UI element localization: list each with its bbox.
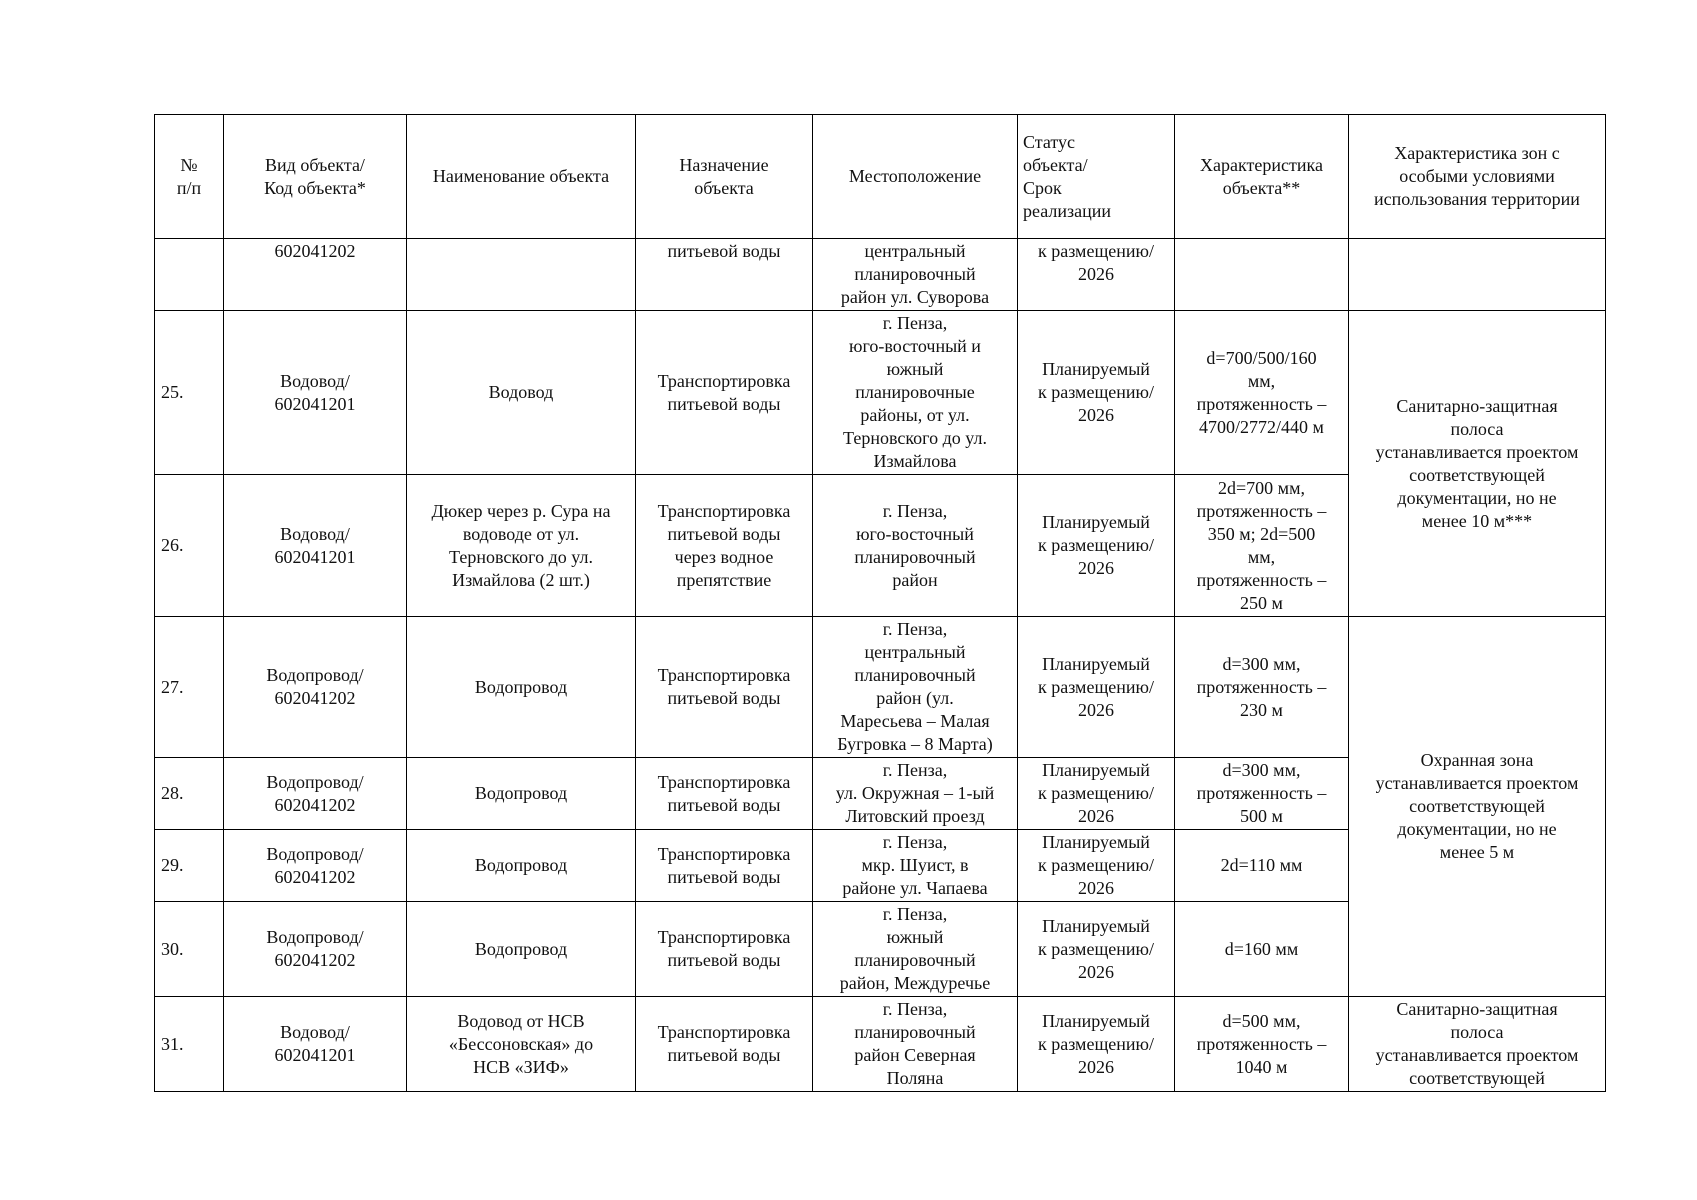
row-purpose: Транспортировка питьевой воды: [636, 758, 813, 830]
header-status: Статус объекта/ Срок реализации: [1018, 115, 1175, 239]
row-type-code: Водовод/ 602041201: [224, 311, 407, 475]
row-name: Водопровод: [407, 830, 636, 902]
row-status: Планируемый к размещению/ 2026: [1018, 830, 1175, 902]
row-name: Водовод: [407, 311, 636, 475]
row-num: 28.: [155, 758, 224, 830]
row-characteristics: d=300 мм, протяженность – 500 м: [1175, 758, 1349, 830]
row-characteristics: d=300 мм, протяженность – 230 м: [1175, 617, 1349, 758]
row-num: [155, 239, 224, 311]
infrastructure-table: [154, 114, 1606, 1092]
row-location: г. Пенза, юго-восточный и южный планировочные районы, от ул. Терновского до ул. Измайлова: [813, 311, 1018, 475]
row-name: [407, 239, 636, 311]
row-name: Водопровод: [407, 617, 636, 758]
row-zones: Охранная зона устанавливается проектом соответствующей документации, но не менее 5 м: [1349, 617, 1606, 997]
row-status: Планируемый к размещению/ 2026: [1018, 758, 1175, 830]
row-purpose: Транспортировка питьевой воды через водное препятствие: [636, 475, 813, 617]
row-zones: Санитарно-защитная полоса устанавливается проектом соответствующей: [1349, 997, 1606, 1092]
header-type-code: Вид объекта/ Код объекта*: [224, 115, 407, 239]
row-name: Дюкер через р. Сура на водоводе от ул. Терновского до ул. Измайлова (2 шт.): [407, 475, 636, 617]
row-purpose: Транспортировка питьевой воды: [636, 617, 813, 758]
table-row: [155, 617, 1606, 758]
row-type-code: 602041202: [224, 239, 407, 311]
row-name: Водопровод: [407, 758, 636, 830]
row-name: Водопровод: [407, 902, 636, 997]
header-purpose: Назначение объекта: [636, 115, 813, 239]
header-location: Местоположение: [813, 115, 1018, 239]
table-row: [155, 997, 1606, 1092]
row-purpose: Транспортировка питьевой воды: [636, 830, 813, 902]
header-num: № п/п: [155, 115, 224, 239]
row-num: 26.: [155, 475, 224, 617]
row-type-code: Водовод/ 602041201: [224, 997, 407, 1092]
row-num: 25.: [155, 311, 224, 475]
row-location: г. Пенза, планировочный район Северная Поляна: [813, 997, 1018, 1092]
row-location: г. Пенза, центральный планировочный район (ул. Маресьева – Малая Бугровка – 8 Марта): [813, 617, 1018, 758]
row-characteristics: d=700/500/160 мм, протяженность – 4700/2772/440 м: [1175, 311, 1349, 475]
row-purpose: Транспортировка питьевой воды: [636, 997, 813, 1092]
row-location: центральный планировочный район ул. Суворова: [813, 239, 1018, 311]
row-location: г. Пенза, южный планировочный район, Междуречье: [813, 902, 1018, 997]
row-status: Планируемый к размещению/ 2026: [1018, 617, 1175, 758]
row-characteristics: 2d=110 мм: [1175, 830, 1349, 902]
row-location: г. Пенза, юго-восточный планировочный район: [813, 475, 1018, 617]
row-type-code: Водовод/ 602041201: [224, 475, 407, 617]
row-purpose: питьевой воды: [636, 239, 813, 311]
row-num: 27.: [155, 617, 224, 758]
row-purpose: Транспортировка питьевой воды: [636, 902, 813, 997]
row-characteristics: d=500 мм, протяженность – 1040 м: [1175, 997, 1349, 1092]
row-characteristics: [1175, 239, 1349, 311]
row-location: г. Пенза, мкр. Шуист, в районе ул. Чапаева: [813, 830, 1018, 902]
row-num: 31.: [155, 997, 224, 1092]
row-purpose: Транспортировка питьевой воды: [636, 311, 813, 475]
row-characteristics: d=160 мм: [1175, 902, 1349, 997]
row-status: Планируемый к размещению/ 2026: [1018, 475, 1175, 617]
row-status: Планируемый к размещению/ 2026: [1018, 902, 1175, 997]
row-zones: Санитарно-защитная полоса устанавливается проектом соответствующей документации, но не менее 10 м***: [1349, 311, 1606, 617]
table-row: [155, 311, 1606, 475]
header-zones: Характеристика зон с особыми условиями использования территории: [1349, 115, 1606, 239]
row-status: Планируемый к размещению/ 2026: [1018, 997, 1175, 1092]
row-status: к размещению/ 2026: [1018, 239, 1175, 311]
row-num: 29.: [155, 830, 224, 902]
header-characteristics: Характеристика объекта**: [1175, 115, 1349, 239]
table-row: [155, 239, 1606, 311]
row-status: Планируемый к размещению/ 2026: [1018, 311, 1175, 475]
header-name: Наименование объекта: [407, 115, 636, 239]
row-type-code: Водопровод/ 602041202: [224, 902, 407, 997]
row-type-code: Водопровод/ 602041202: [224, 830, 407, 902]
row-name: Водовод от НСВ «Бессоновская» до НСВ «ЗИФ»: [407, 997, 636, 1092]
row-zones: [1349, 239, 1606, 311]
row-type-code: Водопровод/ 602041202: [224, 617, 407, 758]
row-characteristics: 2d=700 мм, протяженность – 350 м; 2d=500 мм, протяженность – 250 м: [1175, 475, 1349, 617]
row-type-code: Водопровод/ 602041202: [224, 758, 407, 830]
row-location: г. Пенза, ул. Окружная – 1-ый Литовский проезд: [813, 758, 1018, 830]
row-num: 30.: [155, 902, 224, 997]
table-header-row: [155, 115, 1606, 239]
